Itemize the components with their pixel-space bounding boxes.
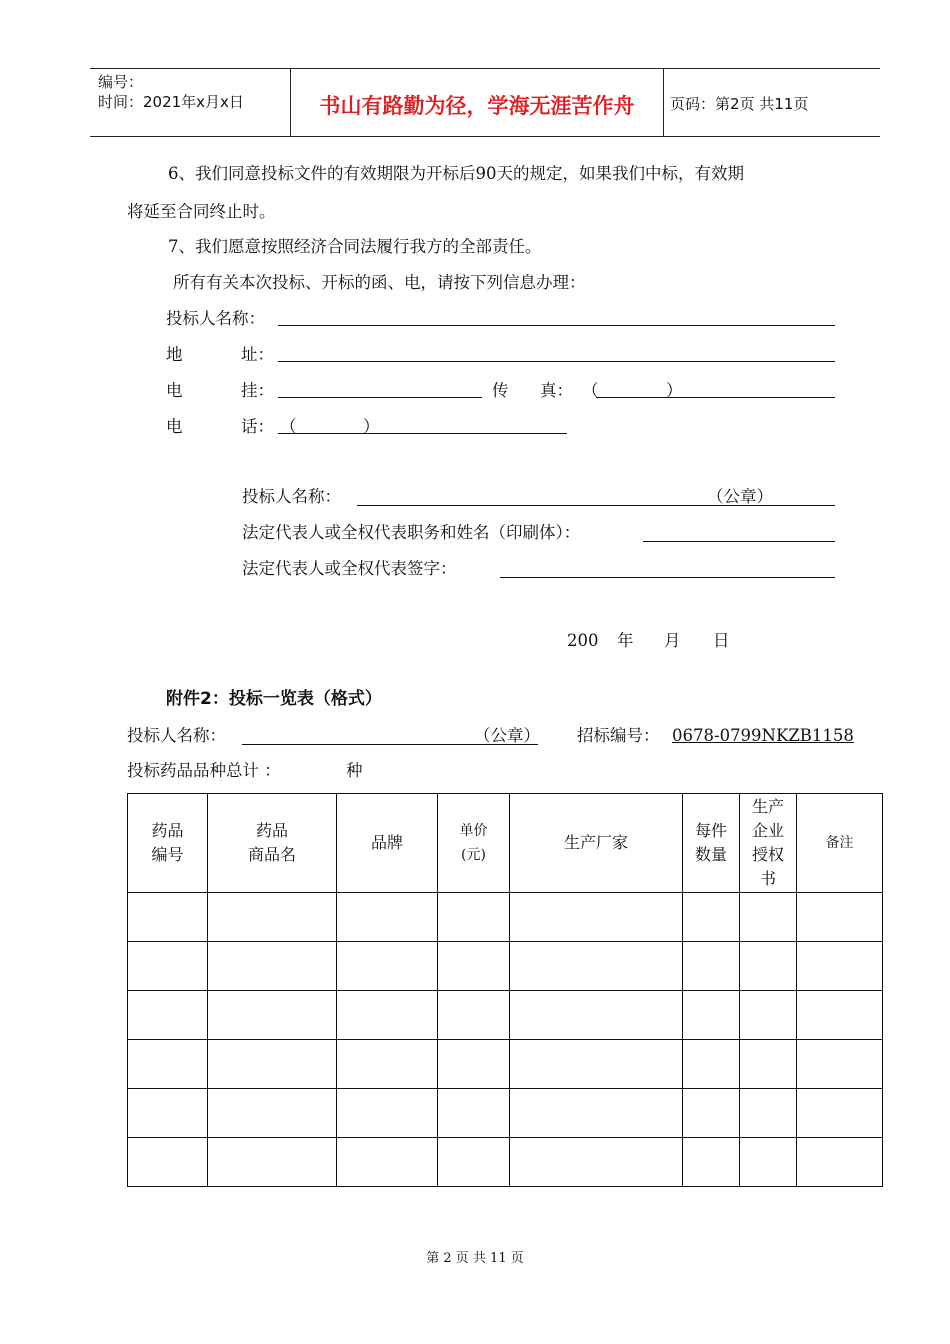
table-header-row xyxy=(128,794,883,893)
field-phone-line[interactable] xyxy=(278,397,482,398)
attach-seal: （公章） xyxy=(474,726,540,745)
date-month: 月 xyxy=(664,631,681,650)
form-label-fax-b: 真： xyxy=(540,381,573,400)
tel-paren-open: （ xyxy=(280,417,297,436)
header-page-label: 页码：第2页 共11页 xyxy=(670,95,809,113)
field-fax-line[interactable] xyxy=(596,397,835,398)
table-row xyxy=(128,1138,883,1187)
total-unit: 种 xyxy=(346,761,363,780)
clause-6-line2: 将延至合同终止时。 xyxy=(127,202,276,221)
header-bottom-rule xyxy=(90,136,880,137)
fax-paren-close: ） xyxy=(666,381,683,400)
date-year-unit: 年 xyxy=(617,631,634,650)
col-header-qty-per-case: 每件 数量 xyxy=(683,794,740,893)
attachment-title: 附件2：投标一览表（格式） xyxy=(166,689,382,709)
clause-6-line1: 6、我们同意投标文件的有效期限为开标后90天的规定，如果我们中标，有效期 xyxy=(168,164,744,183)
table-row xyxy=(128,942,883,991)
fax-paren-open: （ xyxy=(582,381,599,400)
sig-label-rep-sign: 法定代表人或全权代表签字： xyxy=(242,559,457,578)
form-label-phone-b: 挂： xyxy=(241,381,274,400)
sig-label-bidder: 投标人名称： xyxy=(242,487,341,506)
page-footer: 第 2 页 共 11 页 xyxy=(426,1251,524,1266)
table-row xyxy=(128,893,883,942)
info-intro: 所有有关本次投标、开标的函、电，请按下列信息办理： xyxy=(173,273,586,292)
tel-paren-close: ） xyxy=(363,417,380,436)
sig-rep-print-line[interactable] xyxy=(643,541,835,542)
col-header-drug-code: 药品 编号 xyxy=(128,794,208,893)
date-year: 200 xyxy=(567,631,599,650)
header-top-rule xyxy=(90,68,880,69)
col-header-manufacturer: 生产厂家 xyxy=(510,794,683,893)
form-label-address-a: 地 xyxy=(166,345,183,364)
sig-seal: （公章） xyxy=(707,487,773,506)
col-header-brand: 品牌 xyxy=(337,794,438,893)
col-header-unit-price: 单价 (元) xyxy=(438,794,510,893)
table-row xyxy=(128,1040,883,1089)
doc-number-label: 编号： xyxy=(98,73,144,91)
date-day: 日 xyxy=(713,631,730,650)
attach-bidder-line[interactable] xyxy=(242,744,538,745)
table-row xyxy=(128,1089,883,1138)
form-label-fax-a: 传 xyxy=(492,381,509,400)
form-label-tel-a: 电 xyxy=(166,417,183,436)
clause-7: 7、我们愿意按照经济合同法履行我方的全部责任。 xyxy=(168,237,542,256)
doc-time-label: 时间：2021年x月x日 xyxy=(98,93,244,111)
tender-no-label: 招标编号： xyxy=(577,726,660,745)
header-meta xyxy=(98,72,244,112)
field-bidder-line[interactable] xyxy=(278,325,835,326)
field-tel-line[interactable] xyxy=(278,433,567,434)
header-motto: 书山有路勤为径，学海无涯苦作舟 xyxy=(319,94,635,118)
total-label: 投标药品品种总计 ： xyxy=(127,761,281,780)
sig-label-rep-print: 法定代表人或全权代表职务和姓名（印刷体）： xyxy=(242,523,581,542)
form-label-bidder: 投标人名称： xyxy=(166,309,265,328)
form-label-phone-a: 电 xyxy=(166,381,183,400)
field-address-line[interactable] xyxy=(278,361,835,362)
col-header-authorization: 生产 企业 授权 书 xyxy=(740,794,797,893)
col-header-remarks: 备注 xyxy=(797,794,883,893)
form-label-tel-b: 话： xyxy=(241,417,274,436)
col-header-drug-name: 药品 商品名 xyxy=(208,794,337,893)
sig-rep-sign-line[interactable] xyxy=(500,577,835,578)
attach-label-bidder: 投标人名称： xyxy=(127,726,226,745)
form-label-address-b: 址： xyxy=(241,345,274,364)
table-row xyxy=(128,991,883,1040)
sig-bidder-line[interactable] xyxy=(357,505,835,506)
bid-summary-table xyxy=(127,793,883,1187)
tender-no: 0678-0799NKZB1158 xyxy=(672,726,854,745)
